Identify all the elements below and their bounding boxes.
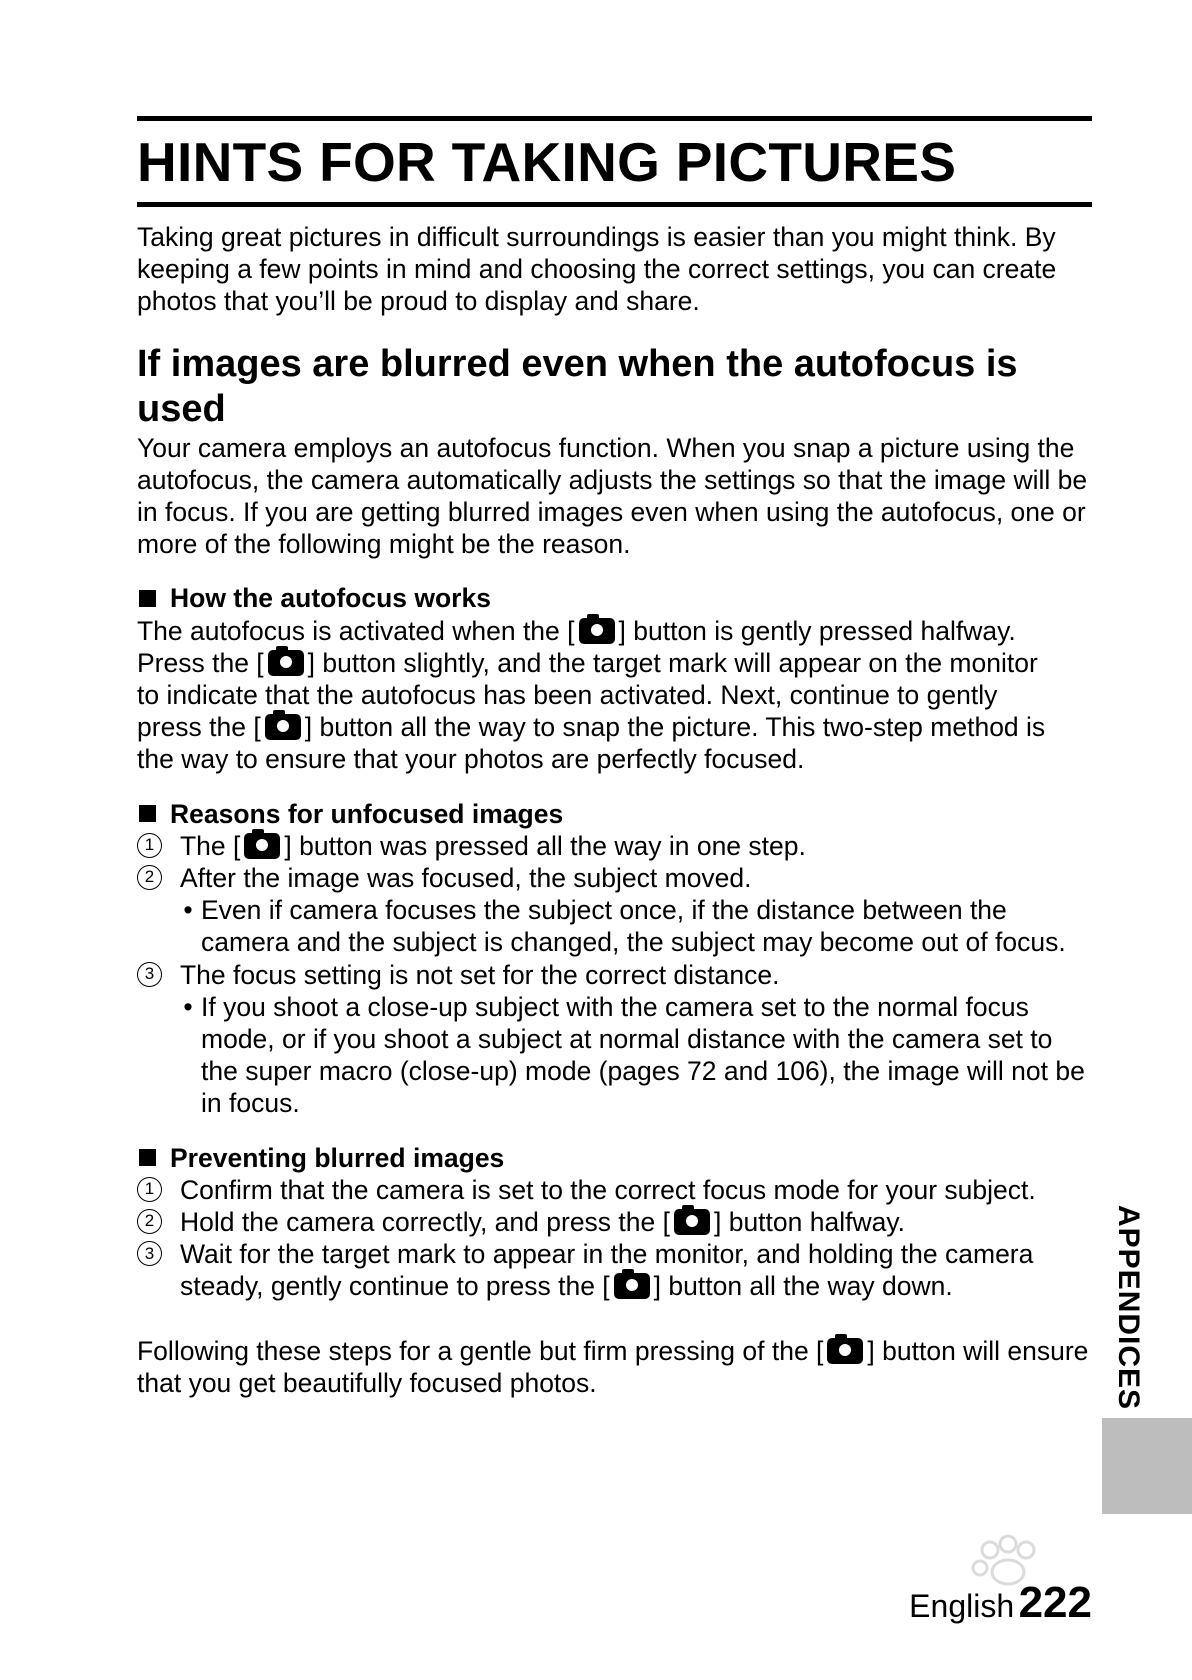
circled-number: 2: [137, 1209, 162, 1234]
square-bullet-icon: [139, 1149, 156, 1166]
preventing-list: [137, 1174, 1092, 1303]
circled-number: 2: [137, 865, 162, 890]
circled-number: 3: [137, 1241, 162, 1266]
text-span: ] button will ensure that you get beautifully focused photos.: [137, 1335, 1089, 1398]
reasons-heading-text: Reasons for unfocused images: [170, 798, 564, 829]
text-span: ] button slightly, and the target mark will appear on the monitor: [307, 647, 1038, 678]
camera-shutter-icon: [265, 714, 301, 740]
list-item-text: [180, 1238, 1092, 1302]
list-item: [137, 862, 1092, 894]
section-heading: [137, 342, 1092, 432]
text-span: ] button all the way down.: [653, 1271, 953, 1302]
sub-bullet-text: If you shoot a close-up subject with the camera set to the normal focus mode, or if you shoot a subject at normal distance with the camera set to the super macro (close-up) mode (pages 72 and 106), the image will not be in focus.: [201, 991, 1085, 1119]
sub-bullet: [137, 894, 1092, 958]
camera-shutter-icon: [244, 833, 280, 859]
side-section-label: APPENDICES: [1112, 1205, 1145, 1411]
title-bottom-rule: [137, 202, 1092, 207]
section-heading-line1: If images are blurred even when the autofocus is: [137, 342, 1018, 385]
reasons-heading: [137, 798, 1092, 830]
page-content: [137, 116, 1092, 1399]
text-span: Hold the camera correctly, and press the [: [180, 1207, 670, 1238]
list-item-text: Confirm that the camera is set to the correct focus mode for your subject.: [180, 1174, 1036, 1205]
list-item: [137, 830, 1092, 862]
camera-shutter-icon: [579, 618, 615, 644]
camera-shutter-icon: [268, 650, 304, 676]
side-tab-block: [1102, 1418, 1192, 1514]
text-span: ] button is gently pressed halfway.: [618, 615, 1016, 646]
how-works-line: to indicate that the autofocus has been activated. Next, continue to gently: [137, 680, 998, 711]
text-span: press the [: [137, 712, 261, 743]
circled-number: 3: [137, 962, 162, 987]
preventing-heading-text: Preventing blurred images: [170, 1142, 505, 1173]
camera-shutter-icon: [674, 1209, 710, 1235]
text-span: Press the [: [137, 647, 264, 678]
reasons-list: [137, 830, 1092, 894]
text-span: Wait for the target mark to appear in the monitor, and holding the camera steady, gently continue to press the [: [180, 1239, 1034, 1302]
text-span: ] button all the way to snap the picture. This two-step method is: [304, 712, 1046, 743]
closing-paragraph: [137, 1335, 1092, 1399]
list-item-text: The focus setting is not set for the correct distance.: [180, 959, 780, 990]
camera-shutter-icon: [827, 1338, 863, 1364]
how-works-line: [137, 647, 1092, 679]
page-title: HINTS FOR TAKING PICTURES: [137, 131, 957, 193]
intro-paragraph: Taking great pictures in difficult surroundings is easier than you might think. By keeping a few points in mind and choosing the correct settings, you can create photos that you’ll be proud to display and share.: [137, 222, 1057, 317]
text-span: The autofocus is activated when the [: [137, 615, 575, 646]
page-number: 222: [1018, 1578, 1092, 1627]
reasons-list-cont: [137, 959, 1092, 991]
circled-number: 1: [137, 1177, 162, 1202]
how-works-heading: [137, 582, 1092, 614]
page-footer: [909, 1578, 1092, 1628]
how-works-line: the way to ensure that your photos are perfectly focused.: [137, 744, 805, 775]
footer-language: English: [909, 1588, 1015, 1624]
section-heading-line2: used: [137, 387, 226, 430]
text-span: ] button halfway.: [713, 1207, 905, 1238]
list-item-text: After the image was focused, the subject moved.: [180, 863, 752, 894]
text-span: The [: [180, 830, 241, 861]
text-span: ] button was pressed all the way in one step.: [284, 830, 806, 861]
list-item-text: [180, 830, 806, 862]
section-body: Your camera employs an autofocus function. When you snap a picture using the autofocus, the camera automatically adjusts the settings so that the image will be in focus. If you are getting blurred images even when using the autofocus, one or more of the following might be the reason.: [137, 432, 1088, 560]
text-span: Following these steps for a gentle but firm pressing of the [: [137, 1335, 824, 1366]
square-bullet-icon: [139, 590, 156, 607]
list-item: [137, 1206, 1092, 1238]
list-item-text: [180, 1206, 905, 1238]
camera-shutter-icon: [614, 1273, 650, 1299]
sub-bullet: [137, 991, 1092, 1120]
square-bullet-icon: [139, 805, 156, 822]
bullet-dot: •: [183, 895, 193, 926]
how-works-heading-text: How the autofocus works: [170, 583, 491, 614]
preventing-heading: [137, 1142, 1092, 1174]
bullet-dot: •: [183, 991, 193, 1022]
circled-number: 1: [137, 833, 162, 858]
sub-bullet-text: Even if camera focuses the subject once, if the distance between the camera and the subject is changed, the subject may become out of focus.: [201, 895, 1066, 958]
how-works-line: [137, 711, 1092, 743]
list-item: [137, 1238, 1092, 1302]
how-works-line: [137, 615, 1092, 647]
list-item: [137, 959, 1092, 991]
list-item: [137, 1174, 1092, 1206]
